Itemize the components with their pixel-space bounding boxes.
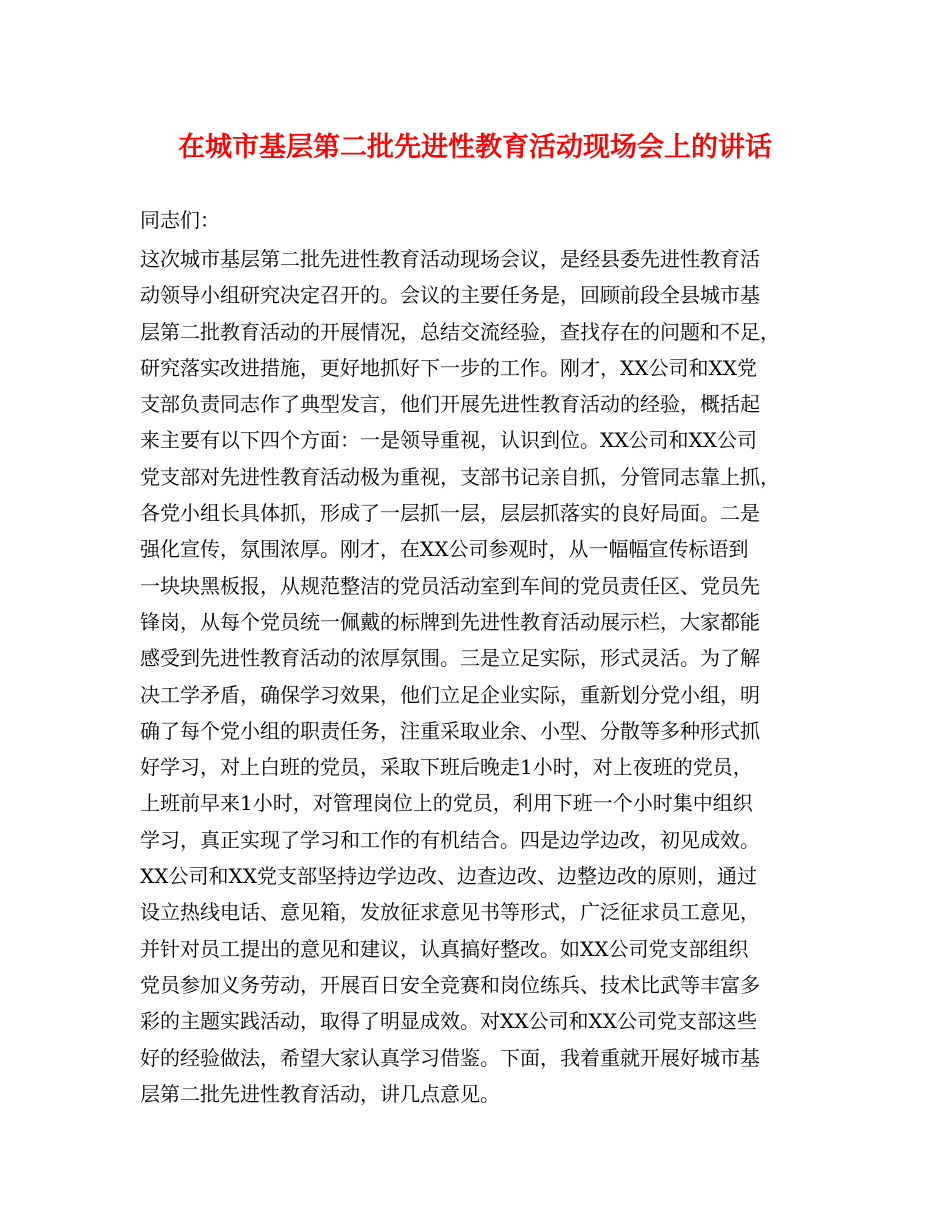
body-line: 各党小组长具体抓，形成了一层抓一层，层层抓落实的良好局面。二是	[140, 501, 760, 526]
body-line: 学习，真正实现了学习和工作的有机结合。四是边学边改，初见成效。	[140, 827, 760, 852]
body-line: 党员参加义务劳动，开展百日安全竞赛和岗位练兵、技术比武等丰富多	[140, 972, 760, 997]
body-line: 层第二批教育活动的开展情况，总结交流经验，查找存在的问题和不足，	[140, 319, 780, 344]
body-line: 强化宣传，氛围浓厚。刚才，在XX公司参观时，从一幅幅宣传标语到	[140, 537, 749, 562]
body-line: 并针对员工提出的意见和建议，认真搞好整改。如XX公司党支部组织	[140, 936, 749, 961]
body-line: 确了每个党小组的职责任务，注重采取业余、小型、分散等多种形式抓	[140, 718, 760, 743]
salutation: 同志们：	[140, 208, 220, 232]
body-line: 动领导小组研究决定召开的。会议的主要任务是，回顾前段全县城市基	[140, 283, 760, 308]
body-line: 来主要有以下四个方面：一是领导重视，认识到位。XX公司和XX公司	[140, 428, 757, 453]
body-line: 这次城市基层第二批先进性教育活动现场会议，是经县委先进性教育活	[140, 247, 760, 271]
body-line: 上班前早来1小时，对管理岗位上的党员，利用下班一个小时集中组织	[140, 791, 753, 816]
body-line: 彩的主题实践活动，取得了明显成效。对XX公司和XX公司党支部这些	[140, 1009, 757, 1034]
body-line: 好的经验做法，希望大家认真学习借鉴。下面，我着重就开展好城市基	[140, 1045, 760, 1070]
body-line: XX公司和XX党支部坚持边学边改、边查边改、边整边改的原则，通过	[140, 864, 757, 889]
document-title: 在城市基层第二批先进性教育活动现场会上的讲话	[178, 132, 772, 163]
body-line: 决工学矛盾，确保学习效果，他们立足企业实际，重新划分党小组，明	[140, 682, 760, 707]
body-line: 设立热线电话、意见箱，发放征求意见书等形式，广泛征求员工意见，	[140, 900, 760, 925]
body-line: 层第二批先进性教育活动，讲几点意见。	[140, 1081, 500, 1106]
body-line: 好学习，对上白班的党员，采取下班后晚走1小时，对上夜班的党员，	[140, 755, 753, 780]
body-line: 感受到先进性教育活动的浓厚氛围。三是立足实际，形式灵活。为了解	[140, 646, 760, 671]
body-paragraph	[140, 241, 840, 1112]
body-line: 支部负责同志作了典型发言，他们开展先进性教育活动的经验，概括起	[140, 392, 760, 417]
body-line: 党支部对先进性教育活动极为重视，支部书记亲自抓，分管同志靠上抓，	[140, 464, 780, 489]
body-line: 一块块黑板报，从规范整洁的党员活动室到车间的党员责任区、党员先	[140, 573, 760, 598]
body-line: 锋岗，从每个党员统一佩戴的标牌到先进性教育活动展示栏，大家都能	[140, 609, 760, 634]
body-line: 研究落实改进措施，更好地抓好下一步的工作。刚才，XX公司和XX党	[140, 355, 757, 380]
